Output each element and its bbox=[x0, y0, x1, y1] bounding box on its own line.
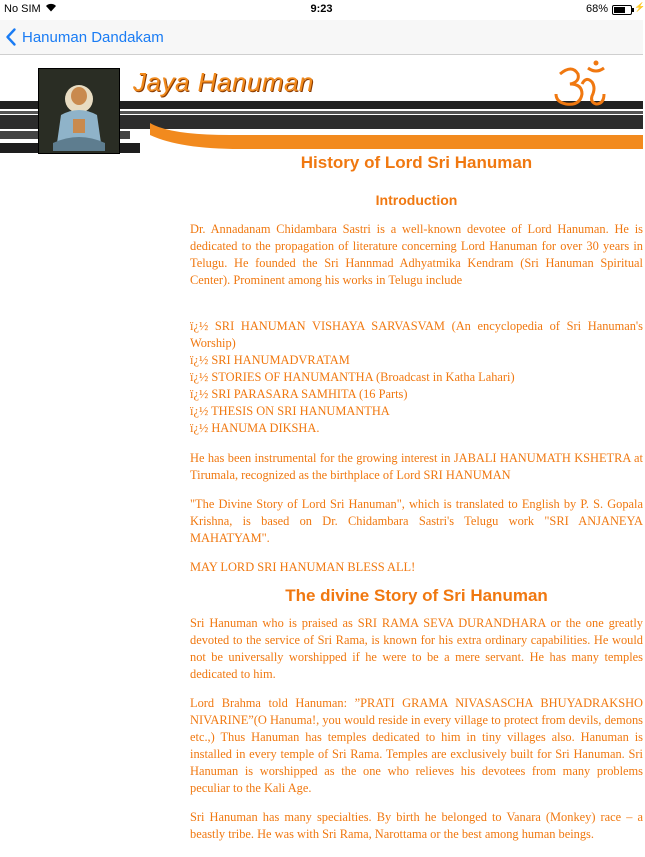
clock: 9:23 bbox=[310, 3, 333, 15]
page-title: History of Lord Sri Hanuman bbox=[300, 153, 533, 172]
banner-brand-title: Jaya Hanuman bbox=[133, 67, 314, 97]
status-bar bbox=[0, 0, 643, 20]
list-item: ï¿½ SRI HANUMADVRATAM bbox=[190, 353, 350, 367]
back-button[interactable] bbox=[6, 25, 164, 49]
back-button-label: Hanuman Dandakam bbox=[22, 28, 164, 46]
article-content bbox=[190, 150, 643, 843]
paragraph-specialties: Sri Hanuman has many specialties. By birth he belonged to Vanara (Monkey) race – a beastly tribe. He was with Sri Rama, Narottama or the best among human beings. bbox=[190, 810, 643, 841]
header-banner bbox=[0, 55, 643, 155]
navigation-bar bbox=[0, 20, 643, 55]
works-list bbox=[190, 318, 643, 437]
list-item: ï¿½ STORIES OF HANUMANTHA (Broadcast in Katha Lahari) bbox=[190, 370, 515, 384]
paragraph-brahma: Lord Brahma told Hanuman: ”PRATI GRAMA NIVASASCHA BHUYADRAKSHO NIVARINE”(O Hanuma!, you would reside in every village to protect from devils, demons etc.,) Thus Hanuman has temples dedicated to him in tiny villages also. Hanuman is installed in every temple of Sri Rama. Temples are exclusively built for Sri Hanuman. Sri Hanuman is worshipped as the one who relieves his devotees from many problems peculiar to the Kali Age. bbox=[190, 696, 643, 795]
carrier-label: No SIM bbox=[4, 3, 41, 15]
charging-icon: ⚡ bbox=[634, 2, 645, 12]
section-title-divine-story: The divine Story of Sri Hanuman bbox=[285, 586, 548, 605]
list-item: ï¿½ SRI PARASARA SAMHITA (16 Parts) bbox=[190, 387, 408, 401]
chevron-left-icon bbox=[6, 28, 16, 46]
om-symbol-icon bbox=[552, 60, 608, 108]
paragraph-translation: "The Divine Story of Lord Sri Hanuman", which is translated to English by P. S. Gopala Krishna, is based on Dr. Chidambara Sastri's Telugu work "SRI ANJANEYA MAHATYAM". bbox=[190, 497, 643, 545]
list-item: ï¿½ THESIS ON SRI HANUMANTHA bbox=[190, 404, 390, 418]
battery-icon bbox=[612, 5, 632, 15]
paragraph-seva: Sri Hanuman who is praised as SRI RAMA SEVA DURANDHARA or the one greatly devoted to the service of Sri Rama, is known for his extra ordinary capabilities. He would not be universally worshipped if he were to be a mere servant. He has many temples dedicated to him. bbox=[190, 616, 643, 681]
list-item: ï¿½ SRI HANUMAN VISHAYA SARVASVAM (An encyclopedia of Sri Hanuman's Worship) bbox=[190, 319, 643, 350]
list-item: ï¿½ HANUMA DIKSHA. bbox=[190, 421, 320, 435]
intro-heading: Introduction bbox=[375, 192, 458, 208]
hanuman-image bbox=[38, 68, 120, 154]
paragraph-jabali: He has been instrumental for the growing interest in JABALI HANUMATH KSHETRA at Tirumala, recognized as the birthplace of Lord SRI HANUMAN bbox=[190, 451, 643, 482]
intro-paragraph: Dr. Annadanam Chidambara Sastri is a well-known devotee of Lord Hanuman. He is dedicated to the propagation of literature concerning Lord Hanuman for over 30 years in Telugu. He founded the Sri Hannmad Adhyatmika Kendram (Sri Hanuman Spiritual Center). Prominent among his works in Telugu include bbox=[190, 222, 643, 287]
battery-percentage: 68% bbox=[586, 3, 609, 15]
paragraph-blessing: MAY LORD SRI HANUMAN BLESS ALL! bbox=[190, 560, 416, 574]
